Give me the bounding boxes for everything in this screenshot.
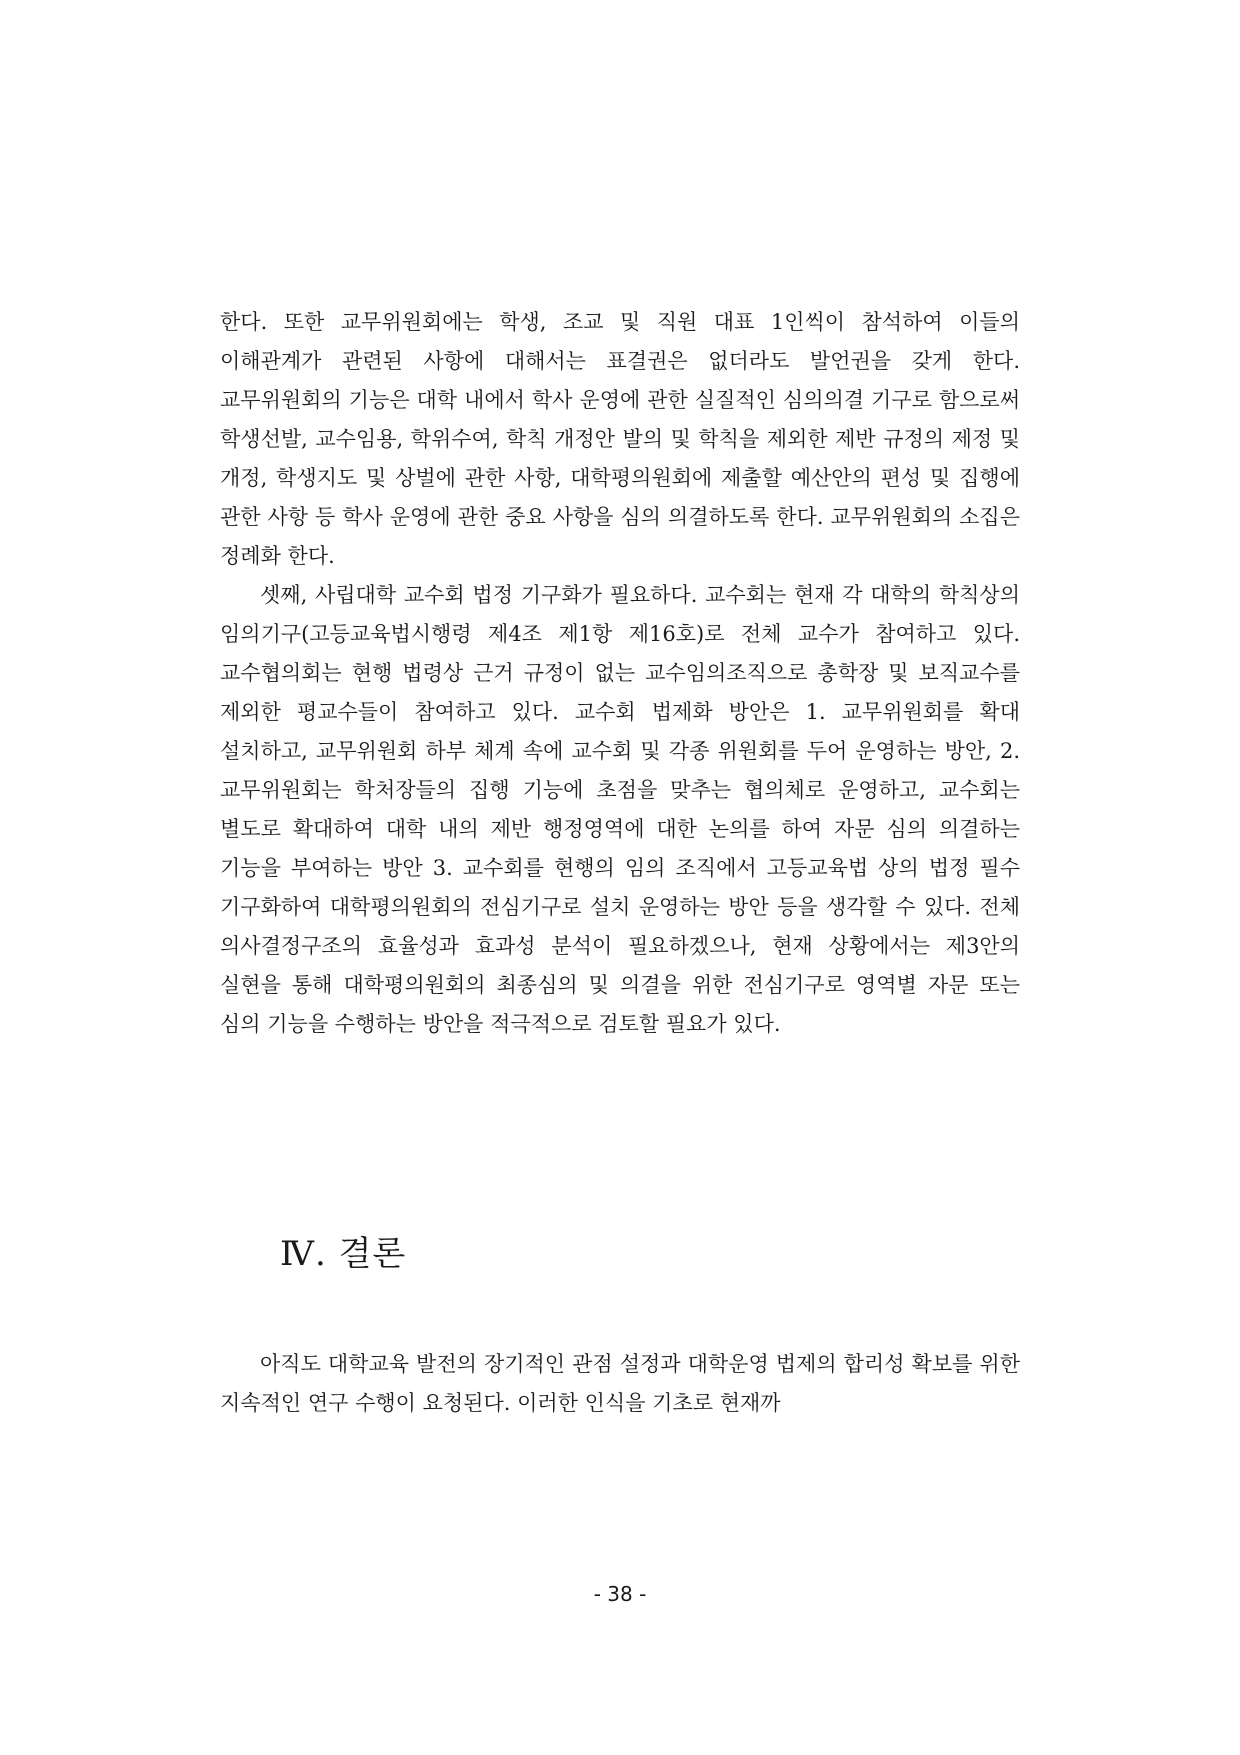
body-text-top	[220, 303, 1020, 1044]
section-heading: Ⅳ. 결론	[280, 1234, 407, 1274]
body-text-bottom	[220, 1345, 1020, 1423]
page-number: - 38 -	[593, 1582, 647, 1606]
paragraph-continuation: 한다. 또한 교무위원회에는 학생, 조교 및 직원 대표 1인씩이 참석하여 이들의 이해관계가 관련된 사항에 대해서는 표결권은 없더라도 발언권을 갖게 한다. 교무위원회의 기능은 대학 내에서 학사 운영에 관한 실질적인 심의의결 기구로 함으로써 학생선발, 교수임용, 학위수여, 학칙 개정안 발의 및 학칙을 제외한 제반 규정의 제정 및 개정, 학생지도 및 상벌에 관한 사항, 대학평의원회에 제출할 예산안의 편성 및 집행에 관한 사항 등 학사 운영에 관한 중요 사항을 심의 의결하도록 한다. 교무위원회의 소집은 정례화 한다.	[220, 310, 1020, 568]
paragraph-conclusion: 아직도 대학교육 발전의 장기적인 관점 설정과 대학운영 법제의 합리성 확보를 위한 지속적인 연구 수행이 요청된다. 이러한 인식을 기초로 현재까	[220, 1352, 1020, 1415]
paragraph-third-point: 셋째, 사립대학 교수회 법정 기구화가 필요하다. 교수회는 현재 각 대학의 학칙상의 임의기구(고등교육법시행령 제4조 제1항 제16호)로 전체 교수가 참여하고 있다. 교수협의회는 현행 법령상 근거 규정이 없는 교수임의조직으로 총학장 및 보직교수를 제외한 평교수들이 참여하고 있다. 교수회 법제화 방안은 1. 교무위원회를 확대 설치하고, 교무위원회 하부 체계 속에 교수회 및 각종 위원회를 두어 운영하는 방안, 2. 교무위원회는 학처장들의 집행 기능에 초점을 맞추는 협의체로 운영하고, 교수회는 별도로 확대하여 대학 내의 제반 행정영역에 대한 논의를 하여 자문 심의 의결하는 기능을 부여하는 방안 3. 교수회를 현행의 임의 조직에서 고등교육법 상의 법정 필수 기구화하여 대학평의원회의 전심기구로 설치 운영하는 방안 등을 생각할 수 있다. 전체 의사결정구조의 효율성과 효과성 분석이 필요하겠으나, 현재 상황에서는 제3안의 실현을 통해 대학평의원회의 최종심의 및 의결을 위한 전심기구로 영역별 자문 또는 심의 기능을 수행하는 방안을 적극적으로 검토할 필요가 있다.	[220, 583, 1020, 1036]
